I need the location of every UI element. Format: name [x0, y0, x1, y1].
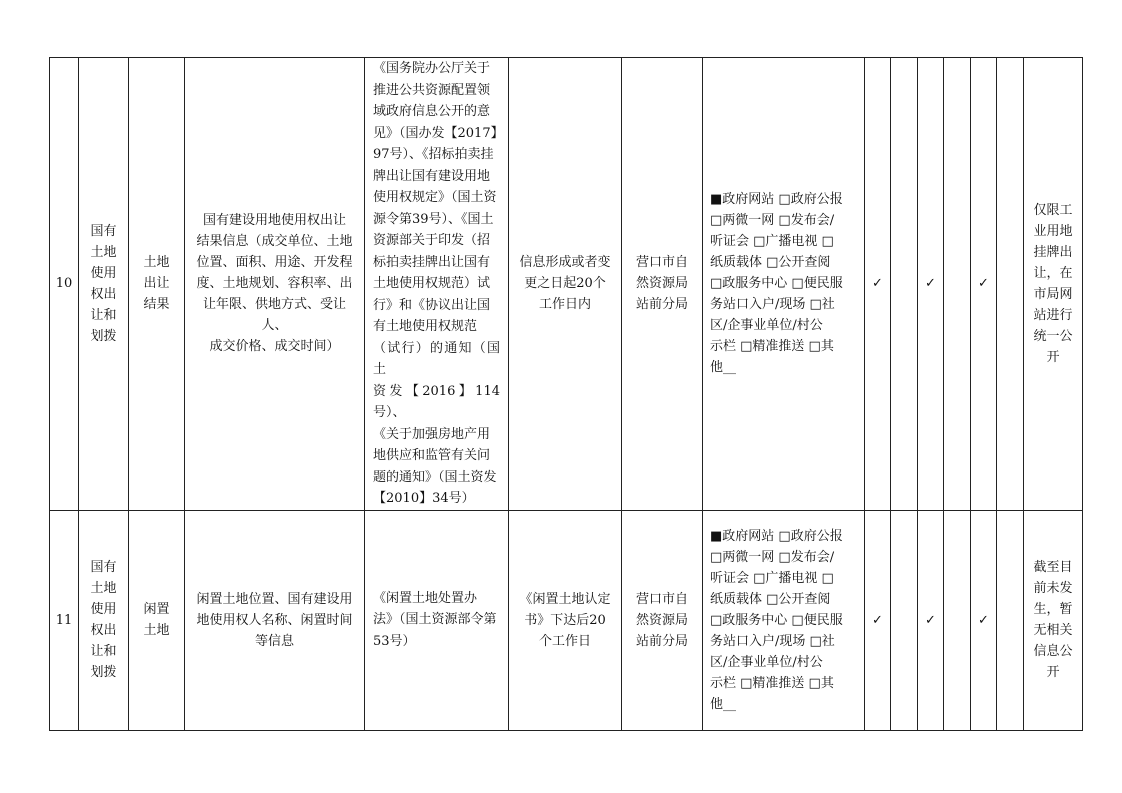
subcategory-line: 土地 [143, 623, 170, 638]
basis-line: 法》（国土资源部令第 [373, 612, 497, 628]
category-line: 土地 [90, 244, 117, 260]
channel-line: ■政府网站 □政府公报 [710, 528, 843, 544]
content-line: 成交价格、成交时间） [209, 339, 340, 355]
basis-line: 《关于加强房地产用 [373, 426, 491, 442]
basis-line: 有土地使用权规范 [373, 319, 478, 334]
basis-line: 使用权规定》（国土资 [373, 190, 497, 205]
basis-line: 地供应和监管有关问 [373, 448, 491, 463]
empty-check-cell [944, 58, 971, 511]
empty-check-cell [891, 58, 918, 511]
empty-check-cell [891, 510, 918, 730]
checkmark-icon: ✓ [918, 510, 944, 730]
note-line: 开 [1046, 349, 1060, 365]
channel-line: □政服务中心 □便民服 [710, 276, 843, 292]
empty-check-cell [944, 510, 971, 730]
basis-line: 资源部关于印发（招 [373, 233, 491, 248]
basis-line: 53号） [373, 633, 416, 649]
table-row [50, 510, 1083, 730]
row-number: 10 [50, 58, 79, 511]
channel-line: 区/企事业单位/村公 [710, 654, 823, 670]
channel-line: 听证会 □广播电视 □ [710, 234, 834, 250]
channel-line: 纸质载体 □公开查阅 [710, 255, 831, 271]
time-limit-cell [509, 58, 622, 511]
basis-cell [365, 58, 509, 511]
channel-line: □两微一网 □发布会/ [710, 213, 835, 229]
note-line: 市局网 [1033, 286, 1073, 302]
content-line: 地使用权人名称、闲置时间 [196, 612, 353, 628]
note-line: 站进行 [1033, 307, 1073, 323]
table-row [50, 58, 1083, 511]
channel-line: 务站口入户/现场 □社 [710, 633, 835, 649]
basis-line: 【2010】34号） [373, 491, 475, 506]
basis-line: 推进公共资源配置领 [373, 82, 491, 98]
basis-line: 《国务院办公厅关于 [373, 61, 491, 76]
checkmark-icon: ✓ [918, 58, 944, 511]
channel-line: 纸质载体 □公开查阅 [710, 591, 831, 607]
basis-line: 见》（国办发【2017】 [373, 125, 504, 141]
content-cell [185, 58, 365, 511]
checkmark-icon: ✓ [971, 58, 997, 511]
organization-cell [622, 58, 703, 511]
checkmark-icon: ✓ [971, 510, 997, 730]
basis-line: 标拍卖挂牌出让国有 [373, 254, 491, 270]
org-line: 营口市自 [635, 255, 688, 271]
basis-line: 《闲置土地处置办 [373, 590, 478, 606]
content-line: 国有建设用地使用权出让 [202, 213, 346, 229]
channel-cell [703, 510, 865, 730]
note-line: 截至目 [1033, 560, 1073, 575]
time-line: 更之日起20个 [524, 276, 606, 292]
category-line: 让和 [90, 307, 117, 323]
empty-check-cell [997, 510, 1024, 730]
category-line: 使用 [90, 265, 117, 281]
subcategory-line: 结果 [143, 297, 170, 313]
row-number: 11 [50, 510, 79, 730]
organization-cell [622, 510, 703, 730]
note-line: 信息公 [1033, 644, 1073, 659]
basis-line: 源令第39号）、《国土 [373, 211, 494, 227]
checkmark-icon: ✓ [865, 58, 891, 511]
channel-line: ■政府网站 □政府公报 [710, 192, 843, 208]
note-line: 统一公 [1033, 328, 1073, 344]
time-limit-cell [509, 510, 622, 730]
note-line: 业用地 [1033, 223, 1073, 239]
org-line: 营口市自 [635, 591, 688, 607]
category-cell [79, 58, 129, 511]
note-line: 让，在 [1033, 265, 1073, 281]
channel-line: 务站口入户/现场 □社 [710, 297, 835, 313]
channel-line: 他__ [710, 360, 737, 376]
basis-line: 行》和《协议出让国 [373, 297, 491, 313]
category-cell [79, 510, 129, 730]
checkmark-icon: ✓ [865, 510, 891, 730]
channel-line: 示栏 □精准推送 □其 [710, 675, 834, 691]
basis-line: 97号）、《招标拍卖挂 [373, 147, 494, 162]
basis-line: 牌出让国有建设用地 [373, 168, 491, 184]
basis-line: （试行）的通知（国土 [373, 340, 500, 377]
content-cell [185, 510, 365, 730]
note-line: 挂牌出 [1033, 244, 1073, 260]
category-line: 让和 [90, 644, 117, 659]
channel-line: 示栏 □精准推送 □其 [710, 339, 834, 355]
content-line: 度、土地规划、容积率、出 [196, 276, 353, 292]
content-line: 结果信息（成交单位、土地 [196, 234, 353, 250]
time-line: 信息形成或者变 [519, 255, 611, 271]
basis-line: 题的通知》（国土资发 [373, 469, 497, 485]
channel-line: 听证会 □广播电视 □ [710, 570, 834, 586]
note-line: 仅限工 [1033, 202, 1073, 218]
content-line: 等信息 [254, 633, 294, 649]
content-line: 闲置土地位置、国有建设用 [196, 591, 353, 607]
basis-line: 土地使用权规范）试 [373, 276, 491, 291]
basis-line: 资发【2016】114号）、 [373, 383, 500, 420]
time-line: 书》下达后20 [524, 612, 606, 628]
time-line: 个工作日 [538, 633, 591, 649]
basis-cell [365, 510, 509, 730]
subcategory-line: 土地 [143, 255, 170, 271]
category-line: 划拨 [90, 328, 117, 344]
channel-line: 他__ [710, 696, 737, 712]
note-cell [1024, 510, 1083, 730]
note-line: 前未发 [1033, 581, 1073, 596]
subcategory-cell [129, 510, 185, 730]
channel-cell [703, 58, 865, 511]
time-line: 工作日内 [538, 297, 591, 313]
category-line: 权出 [90, 623, 117, 638]
note-cell [1024, 58, 1083, 511]
basis-line: 域政府信息公开的意 [373, 104, 491, 119]
org-line: 站前分局 [635, 297, 688, 313]
note-line: 生，暂 [1033, 602, 1073, 617]
note-line: 无相关 [1033, 623, 1073, 638]
note-line: 开 [1046, 665, 1060, 680]
category-line: 国有 [90, 223, 117, 239]
empty-check-cell [997, 58, 1024, 511]
category-line: 划拨 [90, 665, 117, 680]
content-line: 位置、面积、用途、开发程 [196, 255, 353, 271]
category-line: 权出 [90, 286, 117, 302]
channel-line: □政服务中心 □便民服 [710, 612, 843, 628]
channel-line: 区/企事业单位/村公 [710, 318, 823, 334]
category-line: 国有 [90, 560, 117, 575]
category-line: 土地 [90, 581, 117, 596]
org-line: 站前分局 [635, 633, 688, 649]
subcategory-line: 闲置 [143, 602, 170, 617]
category-line: 使用 [90, 602, 117, 617]
subcategory-cell [129, 58, 185, 511]
subcategory-line: 出让 [143, 276, 170, 292]
content-line: 让年限、供地方式、受让人、 [202, 297, 346, 334]
org-line: 然资源局 [635, 276, 688, 292]
org-line: 然资源局 [635, 612, 688, 628]
disclosure-table [49, 57, 1083, 731]
channel-line: □两微一网 □发布会/ [710, 549, 835, 565]
time-line: 《闲置土地认定 [519, 591, 611, 607]
